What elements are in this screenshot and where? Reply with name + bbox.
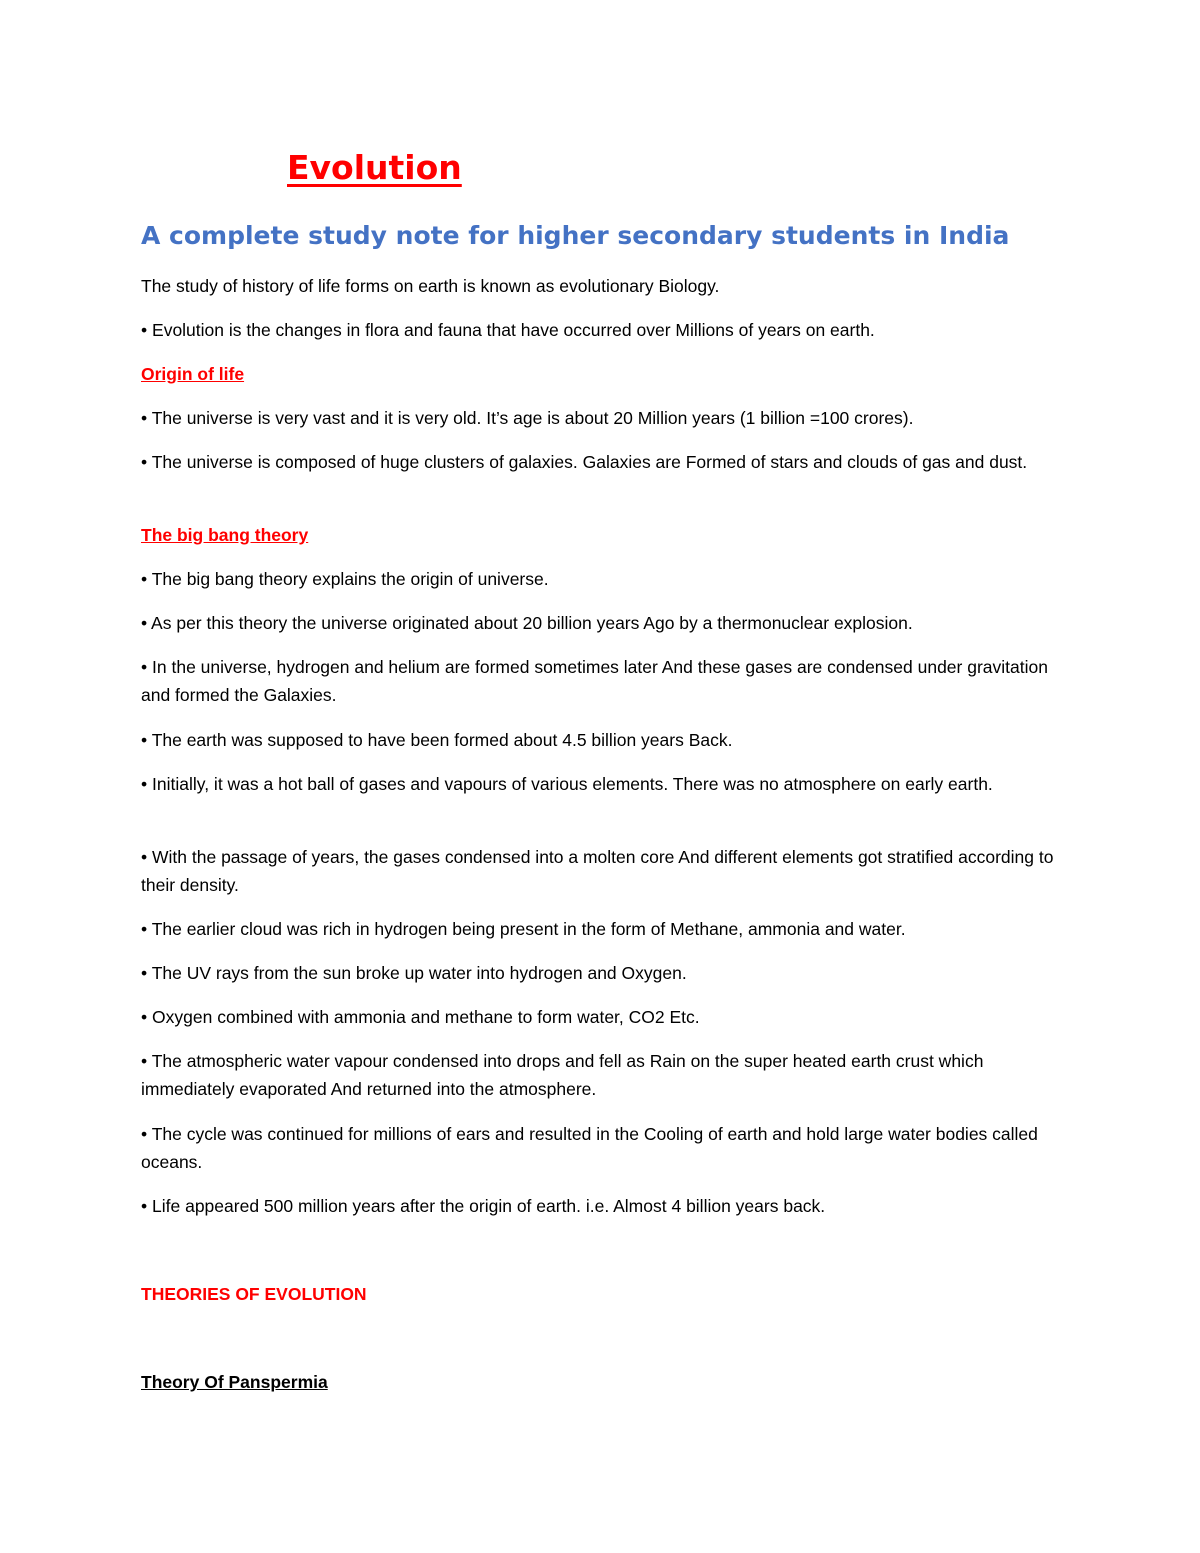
list-item — [141, 915, 1071, 943]
section-heading-origin: Origin of life — [141, 364, 245, 384]
list-item — [141, 1192, 1071, 1220]
document-subtitle: A complete study note for higher secondary students in India — [141, 221, 1010, 250]
bullet-icon: • — [141, 847, 148, 867]
bullet-icon: • — [141, 452, 148, 472]
bullet-icon: • — [141, 730, 148, 750]
bullet-icon: • — [141, 569, 148, 589]
list-item-text: The earlier cloud was rich in hydrogen being present in the form of Methane, ammonia and water. — [151, 919, 906, 939]
list-item-text: In the universe, hydrogen and helium are formed sometimes later And these gases are condensed under gravitation and formed the Galaxies. — [141, 657, 1048, 705]
list-item-text: Life appeared 500 million years after the origin of earth. i.e. Almost 4 billion years back. — [152, 1196, 826, 1216]
list-item-text: Evolution is the changes in flora and fauna that have occurred over Millions of years on earth. — [152, 320, 875, 340]
list-item — [141, 404, 1071, 432]
list-item-text: The big bang theory explains the origin of universe. — [151, 569, 549, 589]
list-item-text: With the passage of years, the gases condensed into a molten core And different elements got stratified according to their density. — [141, 847, 1054, 895]
bullet-icon: • — [141, 408, 148, 428]
list-item-text: As per this theory the universe originated about 20 billion years Ago by a thermonuclear explosion. — [151, 613, 913, 633]
list-item-text: Initially, it was a hot ball of gases and vapours of various elements. There was no atmosphere on early earth. — [152, 774, 993, 794]
list-item — [141, 609, 1071, 637]
list-item — [141, 726, 1071, 754]
list-item-text: The cycle was continued for millions of ears and resulted in the Cooling of earth and hold large water bodies called oceans. — [141, 1124, 1038, 1172]
bullet-icon: • — [141, 1196, 148, 1216]
list-item — [141, 1003, 1071, 1031]
list-item-text: The universe is composed of huge clusters of galaxies. Galaxies are Formed of stars and clouds of gas and dust. — [151, 452, 1028, 472]
list-item — [141, 565, 1071, 593]
bullet-icon: • — [141, 613, 148, 633]
section-heading-theories: THEORIES OF EVOLUTION — [141, 1284, 367, 1304]
section-heading-big-bang: The big bang theory — [141, 525, 309, 545]
bullet-icon: • — [141, 1007, 148, 1027]
bullet-icon: • — [141, 919, 148, 939]
list-item-text: Oxygen combined with ammonia and methane to form water, CO2 Etc. — [152, 1007, 700, 1027]
intro-paragraph: The study of history of life forms on earth is known as evolutionary Biology. — [141, 276, 720, 296]
bullet-icon: • — [141, 774, 148, 794]
list-item — [141, 1120, 1071, 1176]
list-item — [141, 1047, 1071, 1103]
list-item — [141, 843, 1071, 899]
list-item — [141, 448, 1071, 476]
list-item-text: The universe is very vast and it is very old. It’s age is about 20 Million years (1 billion =100 crores). — [151, 408, 914, 428]
bullet-icon: • — [141, 1124, 148, 1144]
bullet-icon: • — [141, 963, 148, 983]
list-item-text: The UV rays from the sun broke up water into hydrogen and Oxygen. — [151, 963, 687, 983]
bullet-icon: • — [141, 320, 148, 340]
bullet-icon: • — [141, 657, 148, 677]
list-item — [141, 959, 1071, 987]
list-item — [141, 770, 1071, 798]
section-heading-panspermia: Theory Of Panspermia — [141, 1372, 328, 1392]
document-title: Evolution — [287, 148, 462, 187]
list-item-text: The atmospheric water vapour condensed into drops and fell as Rain on the super heated earth crust which immediately evaporated And returned into the atmosphere. — [141, 1051, 984, 1099]
list-item — [141, 653, 1071, 709]
list-item-text: The earth was supposed to have been formed about 4.5 billion years Back. — [151, 730, 733, 750]
bullet-icon: • — [141, 1051, 148, 1071]
list-item — [141, 316, 1071, 344]
